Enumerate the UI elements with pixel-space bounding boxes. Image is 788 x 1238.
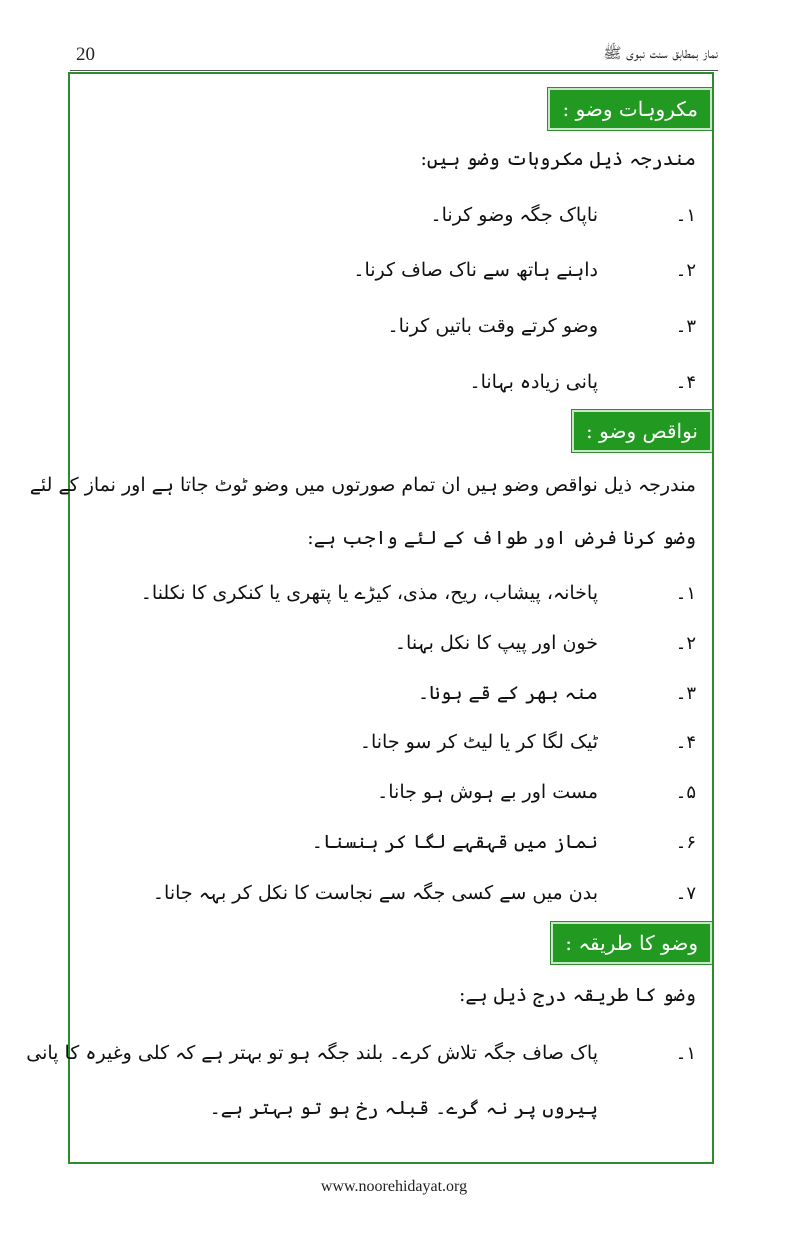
footer-url: www.noorehidayat.org — [320, 1178, 468, 1195]
section-heading-tariqa: وضو کا طریقہ : — [551, 922, 712, 964]
list-item-number: ۳۔ — [675, 683, 696, 704]
section-intro: مندرجہ ذیل مکروہات وضو ہیں: — [420, 148, 696, 170]
section-heading-nawaqis: نواقص وضو : — [572, 410, 712, 452]
list-item-text: وضو کرتے وقت باتیں کرنا۔ — [387, 315, 598, 337]
list-item-number: ۵۔ — [675, 782, 696, 803]
header-rule — [70, 70, 718, 71]
list-item-text: خون اور پیپ کا نکل بہنا۔ — [394, 632, 598, 654]
list-item-text: داہنے ہاتھ سے ناک صاف کرنا۔ — [353, 259, 598, 281]
section-heading-makruhat: مکروہات وضو : — [548, 88, 712, 130]
list-item-text-line: پیروں پر نہ گرے۔ قبلہ رخ ہو تو بہتر ہے۔ — [209, 1097, 598, 1119]
list-item-number: ۱۔ — [675, 583, 696, 604]
list-item-number: ۳۔ — [675, 316, 696, 337]
list-item-number: ۴۔ — [675, 372, 696, 393]
list-item-text: بدن میں سے کسی جگہ سے نجاست کا نکل کر بہہ جانا۔ — [152, 882, 598, 904]
section-intro: وضو کا طریقہ درج ذیل ہے: — [459, 984, 696, 1006]
section-intro-line: مندرجہ ذیل نواقص وضو ہیں ان تمام صورتوں میں وضو ٹوٹ جاتا ہے اور نماز کے لئے — [29, 474, 696, 496]
list-item-number: ۷۔ — [675, 883, 696, 904]
list-item-text: مست اور بے ہوش ہو جانا۔ — [377, 781, 598, 803]
list-item-text: ٹیک لگا کر یا لیٹ کر سو جانا۔ — [359, 731, 598, 753]
list-item-number: ۲۔ — [675, 260, 696, 281]
list-item-text: نماز میں قہقہے لگا کر ہنسنا۔ — [311, 831, 598, 853]
list-item-number: ۴۔ — [675, 732, 696, 753]
list-item-number: ۱۔ — [675, 205, 696, 226]
page-number: 20 — [76, 44, 95, 65]
list-item-number: ۱۔ — [675, 1043, 696, 1064]
list-item-text-line: پاک صاف جگہ تلاش کرے۔ بلند جگہ ہو تو بہتر ہے کہ کلی وغیرہ کا پانی — [26, 1042, 598, 1064]
list-item-text: ناپاک جگہ وضو کرنا۔ — [430, 204, 598, 226]
list-item-text: منہ بھر کے قے ہونا۔ — [417, 682, 598, 704]
list-item-text: پاخانہ، پیشاب، ریح، مذی، کیڑے یا پتھری یا کنکری کا نکلنا۔ — [140, 582, 598, 604]
list-item-number: ۲۔ — [675, 633, 696, 654]
list-item-text: پانی زیادہ بہانا۔ — [469, 371, 598, 393]
list-item-number: ۶۔ — [675, 832, 696, 853]
section-intro-line: وضو کرنا فرض اور طواف کے لئے واجب ہے: — [307, 527, 696, 549]
running-header-title: نماز بمطابق سنت نبوی ﷺ — [603, 44, 718, 62]
